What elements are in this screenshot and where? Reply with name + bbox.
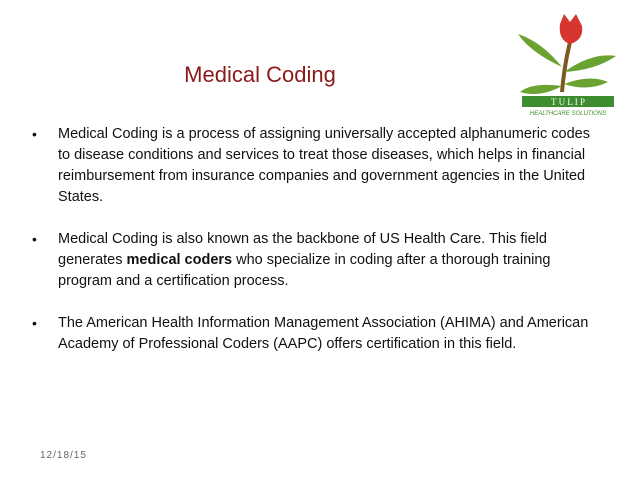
bullet-bold-term: medical coders [126,252,233,268]
bullet-text: Medical Coding is a process of assigning universally accepted alphanumeric codes to disease conditions and services to treat those diseases, which helps in financial reimbursement from insurance companies and government agencies in the United States. [58,126,590,205]
bullet-item [30,124,600,208]
logo-leaf-left [518,34,562,67]
bullet-item [30,313,600,355]
logo-leaf-low-right [564,78,608,87]
bullet-dot: • [32,126,37,142]
bullet-text-before: Medical Coding is also known as the backbone of US Health Care. This field generates [58,231,547,268]
logo-petal [560,14,583,44]
logo-leaf-right [564,55,616,72]
bullet-text-after: who specialize in coding after a thorough training program and a certification process. [58,252,551,289]
slide-date: 12/18/15 [40,450,87,461]
bullet-list [30,124,600,376]
logo-leaf-low-left [520,85,562,94]
bullet-text: The American Health Information Management Association (AHIMA) and American Academy of Professional Coders (AAPC) offers certification in this field. [58,315,589,352]
logo-tagline: HEALTHCARE SOLUTIONS [529,111,607,117]
slide-title: Medical Coding [184,62,336,87]
bullet-dot: • [32,231,37,247]
tulip-healthcare-logo [512,12,622,122]
bullet-dot: • [32,315,37,331]
logo-brand-text: T U L I P [550,97,586,107]
bullet-item [30,229,600,292]
